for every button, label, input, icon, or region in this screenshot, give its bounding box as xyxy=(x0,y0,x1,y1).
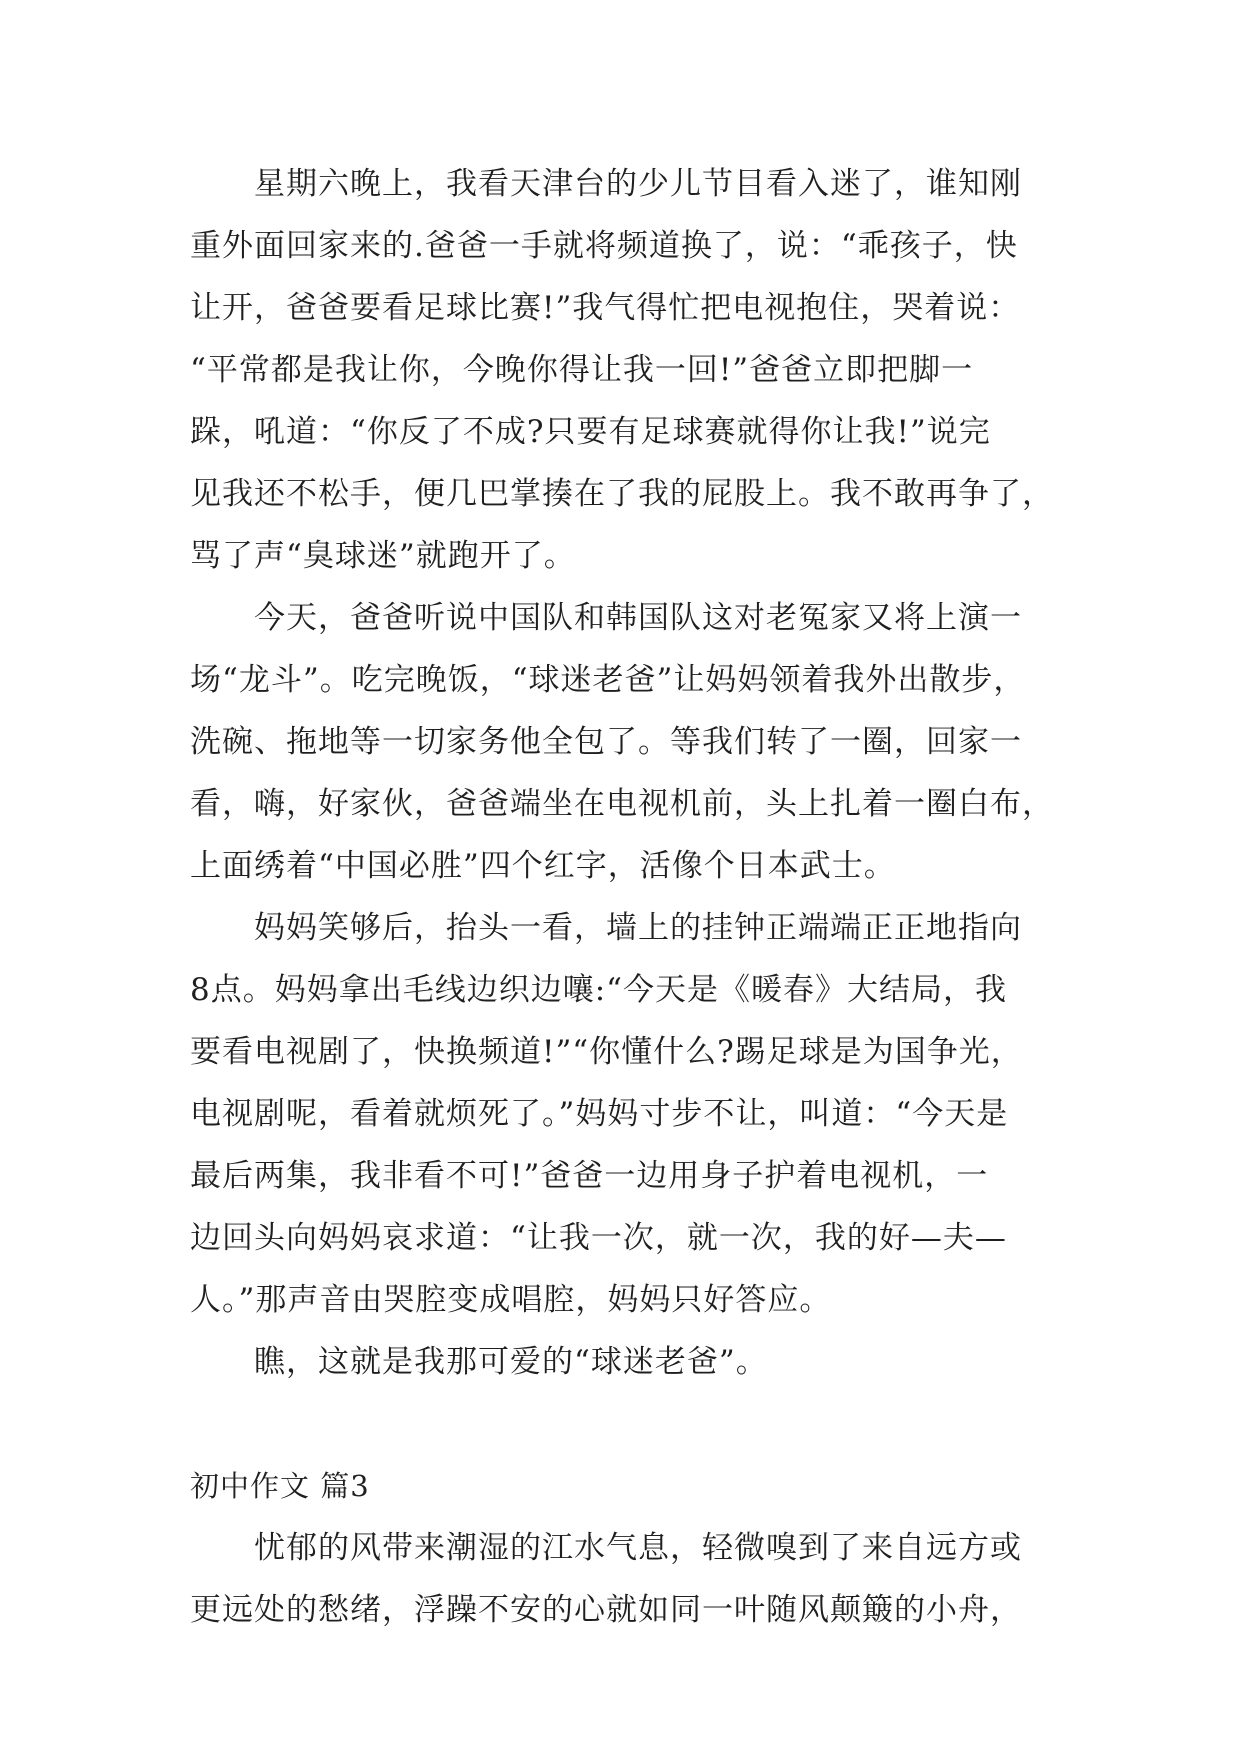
paragraph xyxy=(190,153,1090,587)
text-line: 妈妈笑够后，抬头一看，墙上的挂钟正端端正正地指向 xyxy=(254,910,1022,946)
paragraph xyxy=(190,1331,1090,1393)
text-line: 8点。妈妈拿出毛线边织边嚷:“今天是《暖春》大结局，我 xyxy=(190,972,1008,1008)
text-line: 瞧，这就是我那可爱的“球迷老爸”。 xyxy=(254,1344,768,1380)
text-line: 边回头向妈妈哀求道：“让我一次，就一次，我的好—夫— xyxy=(190,1220,1007,1256)
text-line: 上面绣着“中国必胜”四个红字，活像个日本武士。 xyxy=(190,848,896,884)
text-line: 重外面回家来的.爸爸一手就将频道换了，说：“乖孩子，快 xyxy=(190,228,1018,264)
text-line: 今天，爸爸听说中国队和韩国队这对老冤家又将上演一 xyxy=(254,600,1022,636)
text-line: 最后两集，我非看不可!”爸爸一边用身子护着电视机，一 xyxy=(190,1158,989,1194)
text-line: 人。”那声音由哭腔变成唱腔，妈妈只好答应。 xyxy=(190,1282,832,1318)
text-line: 跺，吼道：“你反了不成?只要有足球赛就得你让我!”说完 xyxy=(190,414,991,450)
text-line: 忧郁的风带来潮湿的江水气息，轻微嗅到了来自远方或 xyxy=(254,1530,1022,1566)
text-line: 骂了声“臭球迷”就跑开了。 xyxy=(190,538,576,574)
text-line: 见我还不松手，便几巴掌揍在了我的屁股上。我不敢再争了， xyxy=(190,476,1054,512)
document-body xyxy=(190,153,1090,1641)
text-line: 更远处的愁绪，浮躁不安的心就如同一叶随风颠簸的小舟， xyxy=(190,1592,1022,1628)
text-line: “平常都是我让你，今晚你得让我一回!”爸爸立即把脚一 xyxy=(190,352,974,388)
paragraph xyxy=(190,587,1090,897)
text-line: 看，嗨，好家伙，爸爸端坐在电视机前，头上扎着一圈白布， xyxy=(190,786,1054,822)
text-line: 让开，爸爸要看足球比赛!”我气得忙把电视抱住，哭着说： xyxy=(190,290,1021,326)
text-line: 洗碗、拖地等一切家务他全包了。等我们转了一圈，回家一 xyxy=(190,724,1022,760)
blank-line xyxy=(190,1393,1090,1455)
text-line: 星期六晚上，我看天津台的少儿节目看入迷了，谁知刚 xyxy=(254,166,1022,202)
paragraph xyxy=(190,1517,1090,1641)
paragraph xyxy=(190,897,1090,1331)
section-heading: 初中作文 篇3 xyxy=(190,1469,370,1503)
text-line: 场“龙斗”。吃完晚饭，“球迷老爸”让妈妈领着我外出散步， xyxy=(190,662,1026,698)
text-line: 要看电视剧了，快换频道!”“你懂什么?踢足球是为国争光， xyxy=(190,1034,1023,1070)
text-line: 电视剧呢，看着就烦死了。”妈妈寸步不让，叫道：“今天是 xyxy=(190,1096,1009,1132)
